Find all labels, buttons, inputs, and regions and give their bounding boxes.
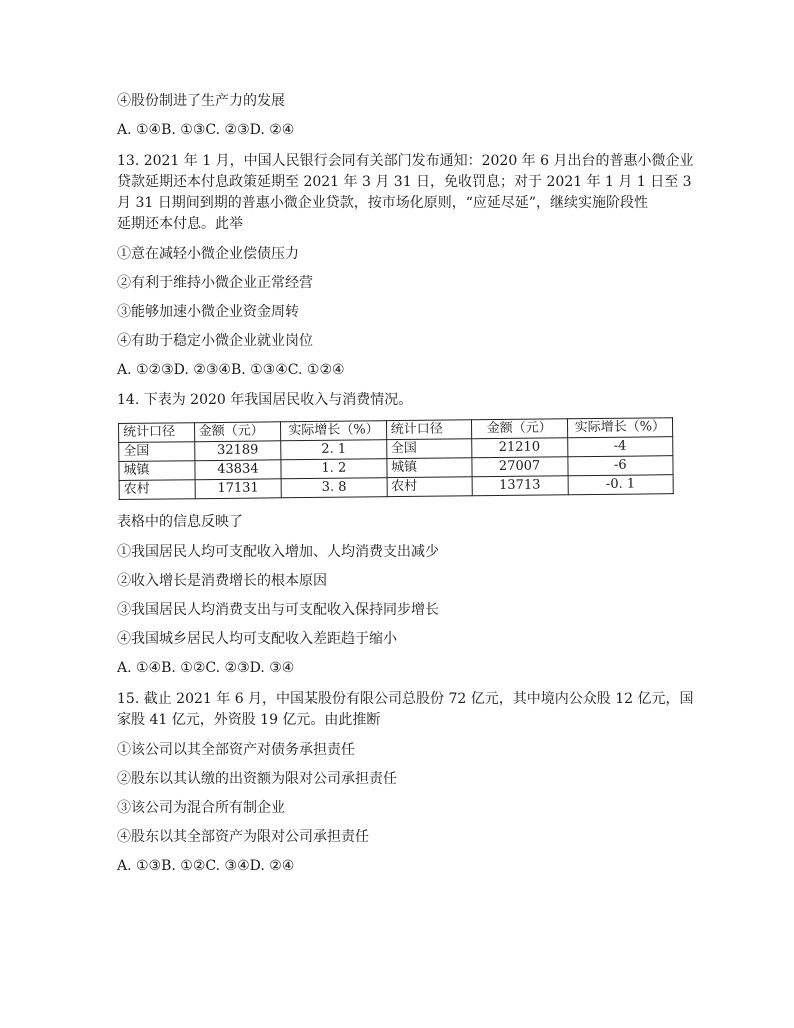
q14-option-2: ②收入增长是消费增长的根本原因: [117, 573, 327, 589]
table-cell: 1. 2: [281, 459, 387, 479]
table-header-cell: 实际增长（%）: [567, 418, 673, 438]
table-header-cell: 金额（元）: [471, 419, 567, 439]
income-consumption-table: [118, 417, 674, 500]
q13-stem-line-2: 贷款延期还本付息政策延期至 2021 年 3 月 31 日，免收罚息；对于 2021 年 1 月 1 日至 3: [117, 174, 692, 190]
table-cell: 13713: [472, 476, 568, 496]
table-cell: 32189: [194, 441, 281, 461]
q15-option-1: ①该公司以其全部资产对债务承担责任: [117, 742, 355, 758]
q14-stem: 14. 下表为 2020 年我国居民收入与消费情况。: [117, 392, 413, 408]
table-cell: 17131: [195, 479, 282, 499]
q13-option-2: ②有利于维持小微企业正常经营: [117, 275, 313, 291]
q15-option-4: ④股东以其全部资产为限对公司承担责任: [117, 829, 369, 845]
table-header-cell: 统计口径: [119, 423, 195, 443]
table-cell: 27007: [471, 457, 567, 477]
q14-option-4: ④我国城乡居民人均可支配收入差距趋于缩小: [117, 631, 397, 647]
q14-lead: 表格中的信息反映了: [117, 514, 243, 530]
q15-stem-line-1: 15. 截止 2021 年 6 月，中国某股份有限公司总股份 72 亿元，其中境内公众股 12 亿元，国: [117, 691, 694, 707]
prev-answer-choices: A. ①④B. ①③C. ②③D. ②④: [117, 122, 295, 138]
table-cell: 43834: [194, 460, 281, 480]
q15-option-3: ③该公司为混合所有制企业: [117, 800, 285, 816]
q14-option-3: ③我国居民人均消费支出与可支配收入保持同步增长: [117, 602, 439, 618]
q13-option-4: ④有助于稳定小微企业就业岗位: [117, 333, 313, 349]
table-cell: 3. 8: [281, 478, 387, 498]
table-header-cell: 统计口径: [386, 420, 471, 440]
q15-answer-choices: A. ①③B. ①②C. ③④D. ②④: [117, 858, 295, 874]
table-cell: -4: [567, 437, 673, 457]
q14-option-1: ①我国居民人均可支配收入增加、人均消费支出减少: [117, 544, 439, 560]
table-cell: 城镇: [386, 458, 471, 478]
q13-stem-line-1: 13. 2021 年 1 月，中国人民银行会同有关部门发布通知：2020 年 6 月出台的普惠小微企业: [117, 153, 694, 169]
q13-option-1: ①意在减轻小微企业偿债压力: [117, 246, 299, 262]
prev-option-4: ④股份制进了生产力的发展: [117, 93, 285, 109]
table-cell: 城镇: [119, 461, 195, 481]
table-header-cell: 金额（元）: [194, 422, 281, 442]
table-cell: -0. 1: [568, 475, 674, 495]
q15-stem-line-2: 家股 41 亿元，外资股 19 亿元。由此推断: [117, 712, 381, 728]
q15-option-2: ②股东以其认缴的出资额为限对公司承担责任: [117, 771, 397, 787]
table-cell: 2. 1: [281, 440, 387, 460]
q13-stem-line-3: 月 31 日期间到期的普惠小微企业贷款，按市场化原则，“应延尽延”，继续实施阶段性: [117, 195, 649, 211]
table-cell: 全国: [386, 439, 471, 459]
table-cell: 21210: [471, 438, 567, 458]
q13-stem-line-4: 延期还本付息。此举: [117, 216, 243, 232]
q13-option-3: ③能够加速小微企业资金周转: [117, 304, 299, 320]
table-cell: -6: [568, 456, 674, 476]
q14-answer-choices: A. ①④B. ①②C. ②③D. ③④: [117, 660, 295, 676]
table-cell: 农村: [387, 477, 472, 497]
q13-answer-choices: A. ①②③D. ②③④B. ①③④C. ①②④: [117, 362, 345, 378]
table-cell: 农村: [119, 480, 195, 500]
table-header-cell: 实际增长（%）: [281, 421, 387, 441]
table-cell: 全国: [119, 442, 195, 462]
